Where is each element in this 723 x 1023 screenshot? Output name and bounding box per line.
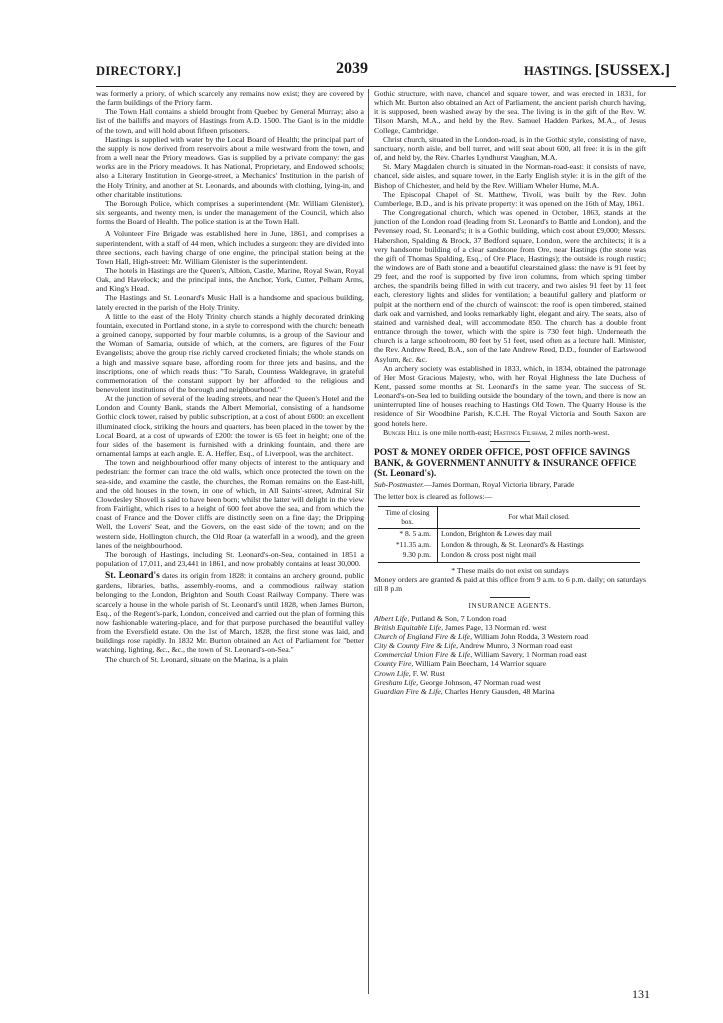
letter-box-note: The letter box is cleared as follows:— (374, 491, 493, 501)
mail-time: * 8. 5 a.m. (378, 529, 438, 540)
paragraph: The hotels in Hastings are the Queen's, Albion, Castle, Marine, Royal Swan, Royal Oak, and Havelock; and the principal inns, the Anchor, York, Cutter, Pelham Arms, and King's Head. (96, 265, 364, 294)
agent-name: William Pain Beecham, 14 Warrior square (415, 659, 547, 669)
insurance-agents-title: INSURANCE AGENTS. (468, 602, 552, 611)
post-office-heading: POST & MONEY ORDER OFFICE, POST OFFICE SAVINGS BANK, & GOVERNMENT ANNUITY & INSURANCE OFFICE (St. Leonard's). (374, 447, 637, 480)
mail-desc: London & through, & St. Leonard's & Hastings (441, 539, 584, 549)
mail-table (378, 506, 640, 563)
lead-bunger-hill: Bunger Hill (383, 427, 421, 437)
agent-company: Commercial Union Fire & Life, (374, 650, 473, 660)
header-town-name: HASTINGS. (524, 64, 592, 78)
agent-company: City & County Fire & Life, (374, 641, 459, 651)
paragraph: The Hastings and St. Leonard's Music Hall is a handsome and spacious building, lately erected in the parish of the Holy Trinity. (96, 293, 364, 312)
paragraph: The Borough Police, which comprises a superintendent (Mr. William Glenister), six sergeants, and twenty men, is under the management of the Council, which also forms the Board of Health. The police station is at the Town Hall. (96, 198, 364, 227)
mail-row (378, 540, 640, 551)
paragraph: Christ church, situated in the London-road, is in the Gothic style, consisting of nave, sanctuary, north aisle, and bell turret, and will seat about 600, all free: it is in the gift of, and held by, the Rev. Charles Lyndhurst Vaughan, M.A. (374, 134, 646, 163)
agent-name: James Page, 13 Norman rd. west (445, 622, 547, 632)
paragraph: St. Mary Magdalen church is situated in the Norman-road-east: it consists of nave, chancel, side aisles, and square tower, in the Early English style: it is in the gift of the Bishop of Chichester, and held by the Rev. William Wheler Hume, M.A. (374, 162, 646, 190)
page-header (96, 60, 676, 86)
header-page-number: 2039 (336, 60, 368, 77)
paragraph: A little to the east of the Holy Trinity church stands a highly decorated drinking fountain, executed in Portland stone, in a style to correspond with the church: beneath a groined canopy, supported by four marble columns, is a group of the Saviour and the Woman of Samaria, outside of which, at the corners, are figures of the Four Evangelists; above the group rise richly carved crocketed finials; the whole stands on a high and massive square base, affording room for three jets and basins, and the inscriptions, one of which reads thus: "To Sarah, Countess Waldegrave, in grateful commemoration of the constant support by her afforded to the religious and benevolent institutions of the borough and neighbourhood." (96, 311, 364, 394)
right-column (374, 89, 646, 696)
insurance-agent-entry (374, 641, 646, 650)
paragraph-st-leonards (96, 571, 364, 654)
paragraph: The Congregational church, which was opened in October, 1863, stands at the junction of the London road (leading from St. Leonard's to Battle and London), and the Pevensey road, St. Leonard's; it is a Gothic building, which cost about £9,000; Messrs. Habershon, Spalding & Brock, 37 Bedford square, London, were the architects; it is a very handsome building of a clear sandstone from Ore, near Hastings (the stone was the gift of Thomas Spalding, Esq., of Ore Place, Hastings); the outside is rough rustic; the windows are of Bath stone and a beautiful clearstained glass: the nave is 91 feet by 29 feet, and the roof is supported by five iron columns, from which spring timber arches, the spandrils being filled in with cut tracery, and two aisles 91 feet by 11 feet each, clerestory lights and slides for ventilation; a beautiful gallery and platform or pulpit at the northern end of the church of wainscot: the roof is open timbered, stained dark oak and varnished, and looks remarkably light, elegant and airy. The seats, also of stained and varnished deal, will accommodate 850. The church has a double front entrance through the tower, which with the spire is 730 feet high. Underneath the church is a large schoolroom, 80 feet by 51 feet, used often as a lecture hall. Minister, the Rev. Andrew Reed, B.A., son of the late Andrew Reed, D.D., founder of Earlswood Asylum, &c. &c. (374, 208, 646, 364)
mail-table-header (378, 507, 640, 529)
paragraph-bunger-hill (374, 428, 646, 437)
lead-hastings-filsham: Hastings Filsham, (493, 427, 548, 437)
agent-name: William John Rodda, 3 Western road (473, 631, 589, 641)
agent-company: Gresham Life, (374, 677, 419, 687)
paragraph-text: dates its origin from 1828: it contains an archery ground, public gardens, libraries, baths, assembly-rooms, and a commodious railway station belonging to the London, Brighton and South Coast Railway Company. There was scarcely a house in the whole parish of St. Leonard's until 1828, when James Burton, Esq., of the Regent's-park, London, conceived and carried out the plan of forming this now fashionable watering-place, and for that purpose purchased the beautiful valley from the Eversfield estate. On the 1st of March, 1828, the first stone was laid, and buildings rose rapidly. In 1832 Mr. Burton obtained an Act of Parliament for "better watching, lighting, &c., &c., the town of St. Leonard's-on-Sea." (96, 571, 365, 655)
paragraph: The church of St. Leonard, situate on the Marina, is a plain (105, 654, 288, 664)
money-orders-note: Money orders are granted & paid at this office from 9 a.m. to 6 p.m. daily; on saturdays till 8 p.m (374, 575, 646, 594)
insurance-agent-entry (374, 659, 646, 668)
insurance-agent-entry (374, 623, 646, 632)
paragraph: Hastings is supplied with water by the Local Board of Health; the principal part of the supply is now derived from reservoirs about a mile westward from the town, and from a well near the Priory meadows. Gas is supplied by a private company: the gas works are in the Priory meadows. It has National, Proprietary, and Endowed schools; also a Literary Institution in George-street, a Mechanics' Institution in the parish of the Holy Trinity, and another at St. Leonards, and abounds with clothing, lying-in, and other charitable institutions. (96, 134, 364, 199)
paragraph: The Episcopal Chapel of St. Matthew, Tivoli, was built by the Rev. John Cumberlege, B.D., and is his private property: it was opened on the 16th of May, 1861. (374, 189, 646, 208)
postmaster-name: —James Dorman, Royal Victoria library, Parade (424, 479, 575, 489)
postmaster-label: Sub-Postmaster. (374, 479, 425, 489)
left-column (96, 89, 364, 664)
insurance-agent-entry (374, 687, 646, 696)
insurance-agent-entry (374, 632, 646, 641)
paragraph: The town and neighbourhood offer many objects of interest to the antiquary and pedestrian: the former can trace the old walls, which once protected the town on the sea-side, and examine the castle, the churches, the Roman remains on the East-hill, and the old houses in the town, in one of which, in All Saints'-street, Admiral Sir Clowdesley Shovell is said to have been born; whilst the latter will delight in the view from Fairlight, which rises to a height of 600 feet above the sea, and from which the coast of France and the Dover cliffs are distinctly seen on a fine day; the Dripping Well, the Lovers' Seat, and the Govers, on the east side of the town; and on the western side, Hollington church, the Old Roar (a waterfall in a wood), and the green lanes of the neighbourhood. (96, 458, 364, 550)
header-town (524, 62, 670, 80)
paragraph: At the junction of several of the leading streets, and near the Queen's Hotel and the London and County Bank, stands the Albert Memorial, consisting of a handsome Gothic clock tower, raised by public subscription, at a cost of about £600: an excellent illuminated clock, striking the hours and quarters, has been placed in the tower by the Local Board, at a cost of upwards of £200: the tower is 65 feet in height; one of the four sides of the basement is furnished with a drinking fountain, and there are ornamental lamps at each angle. E. A. Heffer, Esq., of Liverpool, was the architect. (96, 394, 364, 459)
mail-time: *11.35 a.m. (378, 540, 438, 551)
paragraph: An archery society was established in 1833, which, in 1834, obtained the patronage of Her Most Gracious Majesty, who, with her Royal Highness the late Duchess of Kent, passed some months at St. Leonard's in the same year. The success of St. Leonard's-on-Sea led to building outside the boundary of the town, and there is now an uninterrupted line of houses reaching to Hastings Old Town. The Quarry House is the residence of Sir Woodbine Parish, K.C.H. The Royal Victoria and South Saxon are good hotels here. (374, 363, 646, 428)
agent-company: Albert Life, (374, 613, 410, 623)
mail-row (378, 529, 640, 540)
paragraph: The Town Hall contains a shield brought from Quebec by General Murray; also a list of the bailiffs and mayors of Hastings from A.D. 1500. The Gaol is in the middle of the town, and will hold about fifteen prisoners. (96, 107, 364, 135)
paragraph-text: 2 miles north-west. (549, 427, 610, 437)
agent-name: William Savery, 1 Norman road east (474, 650, 587, 660)
section-separator (490, 597, 530, 598)
lead-st-leonards: St. Leonard's (105, 571, 160, 582)
agent-name: Andrew Munro, 3 Norman road east (459, 641, 573, 651)
directory-page (96, 60, 676, 1010)
agent-name: Putland & Son, 7 London road (411, 613, 507, 623)
paragraph: was formerly a priory, of which scarcely any remains now exist; they are covered by the farm buildings of the Priory farm. (96, 89, 364, 108)
agent-name: George Johnson, 47 Norman road west (420, 677, 541, 687)
mail-footnote: * These mails do not exist on sundays (451, 566, 569, 575)
mail-time: 9.30 p.m. (378, 550, 438, 562)
text-columns (96, 89, 676, 999)
agent-company: British Equitable Life, (374, 622, 444, 632)
agent-company: Guardian Fire & Life, (374, 686, 443, 696)
insurance-agent-entry (374, 678, 646, 687)
agent-company: Church of England Fire & Life, (374, 631, 473, 641)
mail-col-time: Time of closing box. (378, 507, 438, 529)
paragraph-text: is one mile north-east; (422, 427, 492, 437)
agent-company: County Fire, (374, 659, 414, 669)
paragraph: Gothic structure, with nave, chancel and square tower, and was erected in 1831, for which Mr. Burton also obtained an Act of Parliament, the ancient parish church having, it is supposed, been washed away by the sea. The living is in the gift of the Rev. W. Tilson Marsh, M.A., and held by the Rev. Samuel Hadden Parkes, M.A., of Jesus College, Cambridge. (374, 89, 646, 135)
mail-desc: London, Brighton & Lewes day mail (441, 529, 552, 539)
insurance-agent-entry (374, 650, 646, 659)
header-rule (96, 86, 676, 87)
postmaster-line (374, 480, 646, 489)
header-directory: DIRECTORY.] (96, 64, 182, 78)
agent-name: F. W. Rust (412, 668, 445, 678)
agent-name: Charles Henry Gausden, 48 Marina (444, 686, 555, 696)
column-divider (368, 89, 369, 994)
paragraph: The borough of Hastings, including St. Leonard's-on-Sea, contained in 1851 a population of 17,011, and 23,441 in 1861, and now probably contains at least 30,000. (96, 549, 364, 568)
page-mark: 131 (632, 987, 650, 1001)
mail-row (378, 550, 640, 562)
agent-company: Crown Life, (374, 668, 411, 678)
mail-desc: London & cross post night mail (438, 550, 641, 562)
insurance-agent-entry (374, 669, 646, 678)
mail-col-mail: For what Mail closed. (438, 507, 641, 529)
paragraph: A Volunteer Fire Brigade was established here in June, 1861, and comprises a superintendent, with a staff of 44 men, which includes a surgeon: they are divided into three sections, each having charge of one engine, the principal station being at the Town Hall, High-street: Mr. William Glenister is the superintendent. (96, 229, 364, 266)
insurance-agent-entry (374, 614, 646, 623)
header-county: [SUSSEX.] (594, 62, 670, 79)
section-separator (490, 441, 530, 442)
